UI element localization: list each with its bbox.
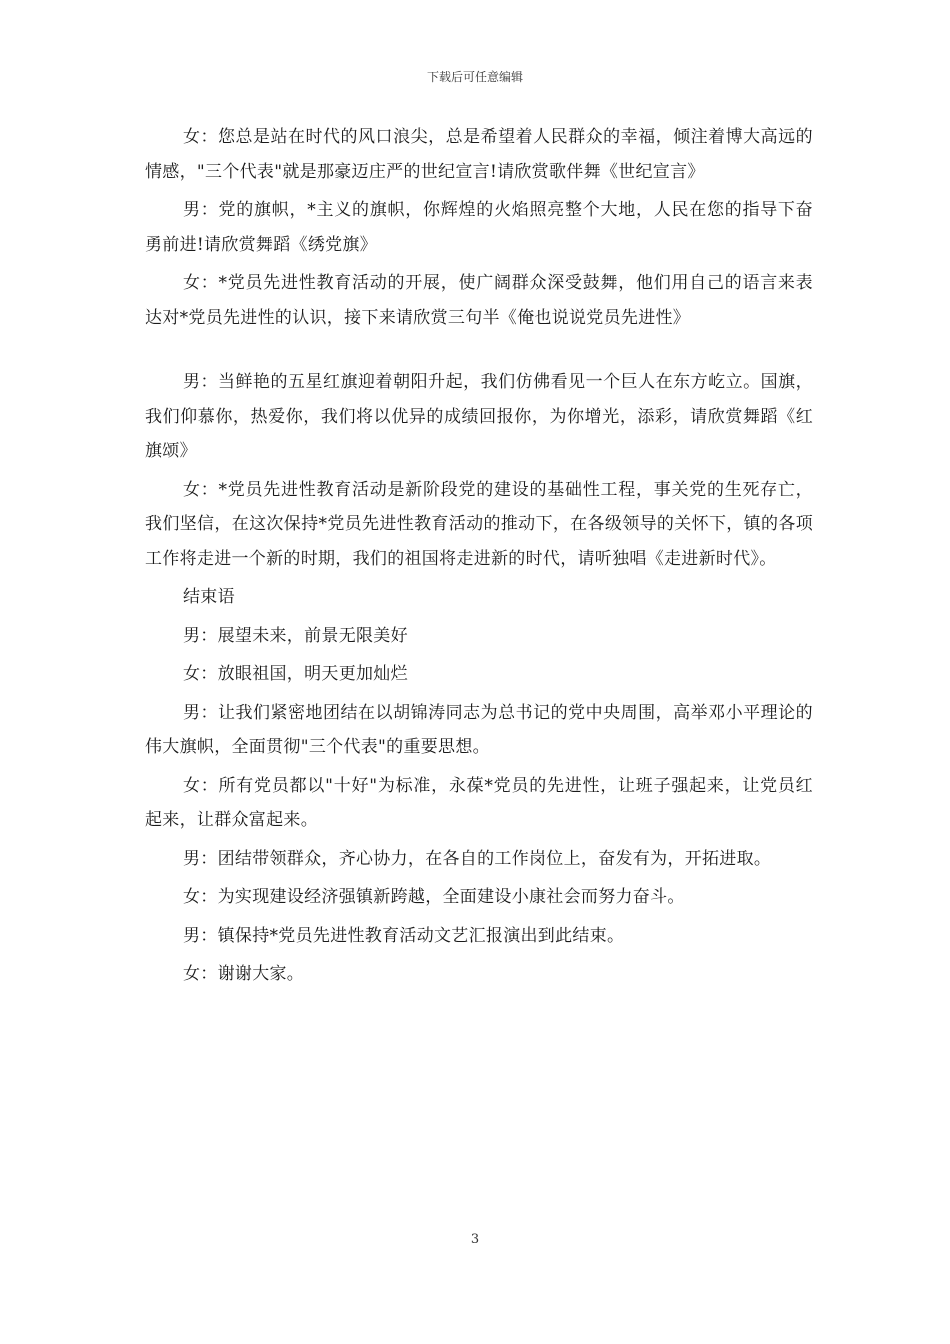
paragraph-2: 男：党的旗帜，*主义的旗帜，你辉煌的火焰照亮整个大地，人民在您的指导下奋勇前进!请欣赏舞蹈《绣党旗》 xyxy=(145,200,813,255)
paragraph-3: 女：*党员先进性教育活动的开展，使广阔群众深受鼓舞，他们用自己的语言来表达对*党员先进性的认识，接下来请欣赏三句半《俺也说说党员先进性》 xyxy=(145,273,813,328)
paragraph-13: 女：谢谢大家。 xyxy=(183,964,305,984)
paragraph-1: 女：您总是站在时代的风口浪尖，总是希望着人民群众的幸福，倾注着博大高远的情感，"三个代表"就是那豪迈庄严的世纪宣言!请欣赏歌伴舞《世纪宣言》 xyxy=(145,127,813,182)
paragraph-4: 男：当鲜艳的五星红旗迎着朝阳升起，我们仿佛看见一个巨人在东方屹立。国旗，我们仰慕你，热爱你，我们将以优异的成绩回报你，为你增光，添彩，请欣赏舞蹈《红旗颂》 xyxy=(145,372,813,461)
paragraph-12: 男：镇保持*党员先进性教育活动文艺汇报演出到此结束。 xyxy=(183,925,625,946)
document-body xyxy=(145,120,813,996)
page-number: 3 xyxy=(470,1232,480,1247)
paragraph-10: 男：团结带领群众，齐心协力，在各自的工作岗位上，奋发有为，开拓进取。 xyxy=(183,848,772,869)
page-header: 下载后可任意编辑 xyxy=(426,70,523,84)
paragraph-6: 男：展望未来，前景无限美好 xyxy=(183,625,408,646)
paragraph-11: 女：为实现建设经济强镇新跨越，全面建设小康社会而努力奋斗。 xyxy=(183,887,685,907)
paragraph-5: 女：*党员先进性教育活动是新阶段党的建设的基础性工程，事关党的生死存亡，我们坚信，在这次保持*党员先进性教育活动的推动下，在各级领导的关怀下，镇的各项工作将走进一个新的时期，我们的祖国将走进新的时代，请听独唱《走进新时代》。 xyxy=(145,479,813,569)
paragraph-9: 女：所有党员都以"十好"为标准，永葆*党员的先进性，让班子强起来，让党员红起来，让群众富起来。 xyxy=(145,775,813,830)
paragraph-8: 男：让我们紧密地团结在以胡锦涛同志为总书记的党中央周围，高举邓小平理论的伟大旗帜，全面贯彻"三个代表"的重要思想。 xyxy=(145,702,813,757)
paragraph-7: 女：放眼祖国，明天更加灿烂 xyxy=(183,664,408,684)
section-heading-closing: 结束语 xyxy=(183,587,235,607)
